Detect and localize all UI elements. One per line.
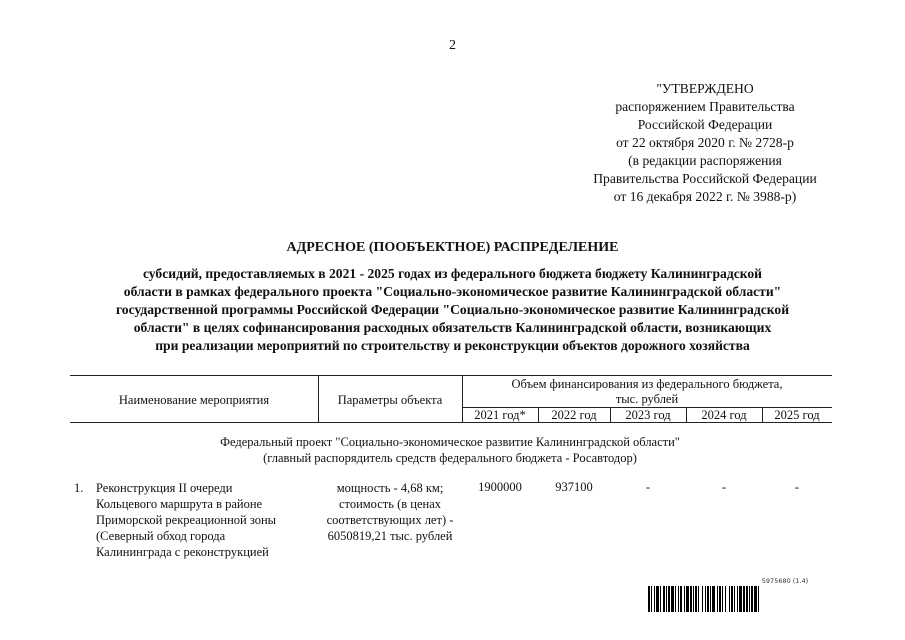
row-name-line: Калининграда с реконструкцией: [96, 545, 269, 559]
subtitle-line: государственной программы Российской Федерации "Социально-экономическое развитие Калининградской: [115, 302, 790, 317]
document-subtitle: [60, 265, 845, 355]
row-param-line: мощность - 4,68 км;: [336, 481, 444, 495]
approval-line: Российской Федерации: [637, 117, 773, 132]
subtitle-line: области" в целях софинансирования расходных обязательств Калининградской области, возникающих: [133, 320, 772, 335]
row-value-2022: 937100: [555, 480, 593, 494]
header-year-2022: 2022 год: [551, 408, 597, 422]
project-line: Федеральный проект "Социально-экономическое развитие Калининградской области": [220, 435, 680, 449]
header-name: Наименование мероприятия: [118, 393, 270, 407]
row-name-line: Кольцевого маршрута в районе: [96, 497, 263, 511]
row-name-line: Приморской рекреационной зоны: [96, 513, 277, 527]
row-value-2025: -: [794, 480, 800, 494]
barcode-bar: [759, 586, 761, 612]
approval-line: (в редакции распоряжения: [628, 153, 782, 168]
header-funding-unit: тыс. рублей: [615, 392, 679, 406]
row-param-line: 6050819,21 тыс. рублей: [327, 529, 453, 543]
barcode: [648, 586, 828, 612]
header-year-2025: 2025 год: [774, 408, 820, 422]
row-params: [318, 480, 462, 544]
row-name-line: Реконструкция II очереди: [96, 481, 233, 495]
header-year-2024: 2024 год: [701, 408, 747, 422]
header-params: Параметры объекта: [337, 393, 443, 407]
row-name-line: (Северный обход города: [96, 529, 226, 543]
project-line: (главный распорядитель средств федерального бюджета - Росавтодор): [263, 451, 637, 465]
approval-line: от 22 октября 2020 г. № 2728-р: [616, 135, 794, 150]
approval-stamp: [540, 80, 870, 206]
federal-project-heading: [70, 434, 830, 466]
row-name: [96, 480, 318, 560]
subtitle-line: области в рамках федерального проекта "Социально-экономическое развитие Калининградской области": [123, 284, 782, 299]
row-value-2024: -: [721, 480, 727, 494]
subtitle-line: при реализации мероприятий по строительству и реконструкции объектов дорожного хозяйства: [155, 338, 750, 353]
header-year-2021: 2021 год*: [474, 408, 526, 422]
header-year-2023: 2023 год: [625, 408, 671, 422]
header-funding: Объем финансирования из федерального бюджета,: [511, 377, 783, 391]
row-number: 1.: [74, 481, 84, 495]
page-number: 2: [449, 38, 456, 53]
approval-line: Правительства Российской Федерации: [593, 171, 817, 186]
table-top-border: [70, 375, 832, 376]
document-title: АДРЕСНОЕ (ПООБЪЕКТНОЕ) РАСПРЕДЕЛЕНИЕ: [286, 240, 619, 255]
row-value-2023: -: [645, 480, 651, 494]
document-stamp: 5975680 (1.4): [761, 577, 809, 585]
row-param-line: соответствующих лет) -: [326, 513, 454, 527]
approval-line: "УТВЕРЖДЕНО: [656, 81, 754, 96]
row-param-line: стоимость (в ценах: [338, 497, 441, 511]
approval-line: от 16 декабря 2022 г. № 3988-р): [613, 189, 797, 204]
approval-line: распоряжением Правительства: [615, 99, 795, 114]
subtitle-line: субсидий, предоставляемых в 2021 - 2025 годах из федерального бюджета бюджету Калининградской: [142, 266, 763, 281]
row-value-2021: 1900000: [478, 480, 522, 494]
